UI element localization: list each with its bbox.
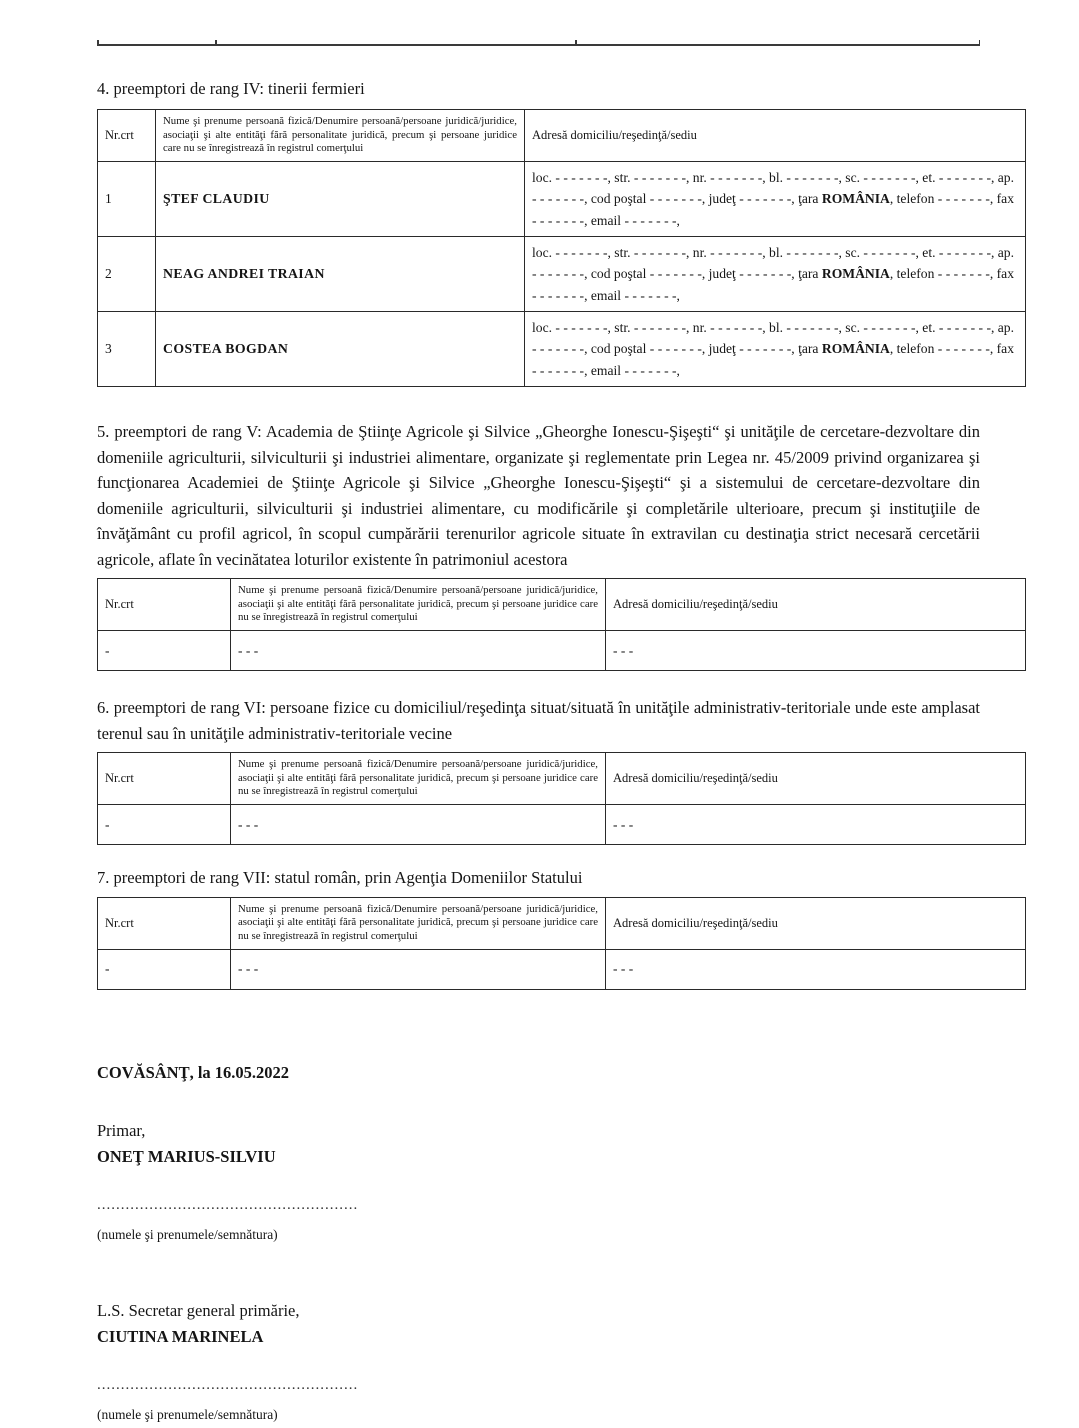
- header-nr-crt: Nr.crt: [98, 579, 231, 631]
- table-header-row: [98, 110, 1026, 162]
- row-address: [525, 162, 1026, 237]
- address-template: loc. - - - - - - -, str. - - - - - - -, nr. - - - - - - -, bl. - - - - - - -, sc. - - - - - - -, et. - - - - - - -, ap. - - - - - - -, cod poştal - - - - - - -, judeţ - - - - - - -, ţara: [532, 169, 1014, 207]
- header-nr-crt: Nr.crt: [98, 753, 231, 805]
- primar-name: ONEŢ MARIUS-SILVIU: [97, 1146, 276, 1166]
- row-name: NEAG ANDREI TRAIAN: [156, 237, 525, 312]
- header-address-column: Adresă domiciliu/reşedinţă/sediu: [606, 897, 1026, 949]
- row-address: - - -: [606, 949, 1026, 989]
- address-template: loc. - - - - - - -, str. - - - - - - -, nr. - - - - - - -, bl. - - - - - - -, sc. - - - - - - -, et. - - - - - - -, ap. - - - - - - -, cod poştal - - - - - - -, judeţ - - - - - - -, ţara: [532, 244, 1014, 282]
- table-header-row: [98, 753, 1026, 805]
- primar-label: Primar,: [97, 1120, 146, 1140]
- address-template-tail: , telefon - - - - - - -, fax - - - - - - -, email - - - - - - -,: [532, 191, 1015, 228]
- rule-tick: [215, 40, 217, 46]
- previous-table-bottom-border: [97, 44, 980, 46]
- row-number: 2: [98, 237, 156, 312]
- row-name: - - -: [231, 949, 606, 989]
- rule-tick: [979, 40, 981, 46]
- table-row: [98, 312, 1026, 387]
- place-and-date: COVĂSÂNŢ, la 16.05.2022: [97, 1062, 290, 1082]
- signature-hint: (numele şi prenumele/semnătura): [97, 1226, 278, 1242]
- address-template-tail: , telefon - - - - - - -, fax - - - - - - -, email - - - - - - -,: [532, 341, 1015, 378]
- section6-table: [97, 752, 1026, 845]
- header-name-column: Nume şi prenume persoană fizică/Denumire persoană/persoane juridică/juridice, asociaţii şi alte entităţi fără personalitate juridică, precum şi persoane juridice care nu se înregistrează în registrul comerţului: [231, 753, 606, 805]
- table-header-row: [98, 579, 1026, 631]
- table-row: [98, 949, 1026, 989]
- signature-block: [97, 1060, 980, 1428]
- address-template: loc. - - - - - - -, str. - - - - - - -, nr. - - - - - - -, bl. - - - - - - -, sc. - - - - - - -, et. - - - - - - -, ap. - - - - - - -, cod poştal - - - - - - -, judeţ - - - - - - -, ţara: [532, 319, 1014, 357]
- section4-table: [97, 109, 1026, 387]
- signature-hint: (numele şi prenumele/semnătura): [97, 1406, 278, 1422]
- header-nr-crt: Nr.crt: [98, 897, 231, 949]
- section5-heading: 5. preemptori de rang V: Academia de Ştiinţe Agricole şi Silvice „Gheorghe Ionescu-Şişeşti“ şi unităţile de cercetare-dezvoltare din domeniile agriculturii, silviculturii şi industriei alimentare, organizate şi reglementate prin Legea nr. 45/2009 privind organizarea şi funcţionarea Academiei de Ştiinţe Agricole şi Silvice „Gheorghe Ionescu-Şişeşti“ şi a sistemului de cercetare-dezvoltare din domeniile agriculturii, silviculturii şi industriei alimentare, cu modificările şi completările ulterioare, precum şi instituţiile de învăţământ cu profil agricol, în scopul cumpărării terenurilor agricole situate în extravilan cu destinaţia strict necesară cercetării agricole, aflate în vecinătatea loturilor existente în patrimoniul acestora: [97, 422, 980, 569]
- address-template-tail: , telefon - - - - - - -, fax - - - - - - -, email - - - - - - -,: [532, 266, 1015, 303]
- header-address-column: Adresă domiciliu/reşedinţă/sediu: [606, 579, 1026, 631]
- header-nr-crt: Nr.crt: [98, 110, 156, 162]
- row-address: - - -: [606, 805, 1026, 845]
- table-row: [98, 162, 1026, 237]
- section4-heading: 4. preemptori de rang IV: tinerii fermieri: [97, 79, 365, 98]
- header-name-column: Nume şi prenume persoană fizică/Denumire persoană/persoane juridică/juridice, asociaţii şi alte entităţi fără personalitate juridică, precum şi persoane juridice care nu se înregistrează în registrul comerţului: [156, 110, 525, 162]
- table-row: [98, 631, 1026, 671]
- signature-dotted-line: .......................................................: [97, 1376, 359, 1393]
- section6-heading: 6. preemptori de rang VI: persoane fizice cu domiciliul/reşedinţa situat/situată în unităţile administrativ-teritoriale unde este amplasat terenul sau în unităţile administrativ-teritoriale vecine: [97, 698, 980, 743]
- signature-dotted-line: .......................................................: [97, 1196, 359, 1213]
- table-header-row: [98, 897, 1026, 949]
- row-name: COSTEA BOGDAN: [156, 312, 525, 387]
- rule-tick: [97, 40, 99, 46]
- row-name: - - -: [231, 805, 606, 845]
- secretar-name: CIUTINA MARINELA: [97, 1326, 264, 1346]
- header-name-column: Nume şi prenume persoană fizică/Denumire persoană/persoane juridică/juridice, asociaţii şi alte entităţi fără personalitate juridică, precum şi persoane juridice care nu se înregistrează în registrul comerţului: [231, 897, 606, 949]
- row-number: -: [98, 631, 231, 671]
- row-number: -: [98, 805, 231, 845]
- table-row: [98, 805, 1026, 845]
- row-number: 1: [98, 162, 156, 237]
- header-name-column: Nume şi prenume persoană fizică/Denumire persoană/persoane juridică/juridice, asociaţii şi alte entităţi fără personalitate juridică, precum şi persoane juridice care nu se înregistrează în registrul comerţului: [231, 579, 606, 631]
- row-name: ŞTEF CLAUDIU: [156, 162, 525, 237]
- address-country: ROMÂNIA: [821, 341, 890, 357]
- row-name: - - -: [231, 631, 606, 671]
- section7-table: [97, 897, 1026, 990]
- table-row: [98, 237, 1026, 312]
- document-content: [97, 76, 1015, 1428]
- row-number: -: [98, 949, 231, 989]
- header-address-column: Adresă domiciliu/reşedinţă/sediu: [525, 110, 1026, 162]
- secretar-label: L.S. Secretar general primărie,: [97, 1300, 300, 1320]
- row-address: [525, 312, 1026, 387]
- address-country: ROMÂNIA: [821, 266, 890, 282]
- row-address: [525, 237, 1026, 312]
- section7-heading: 7. preemptori de rang VII: statul român, prin Agenţia Domeniilor Statului: [97, 868, 583, 887]
- section5-table: [97, 578, 1026, 671]
- header-address-column: Adresă domiciliu/reşedinţă/sediu: [606, 753, 1026, 805]
- row-address: - - -: [606, 631, 1026, 671]
- row-number: 3: [98, 312, 156, 387]
- rule-tick: [575, 40, 577, 46]
- address-country: ROMÂNIA: [821, 191, 890, 207]
